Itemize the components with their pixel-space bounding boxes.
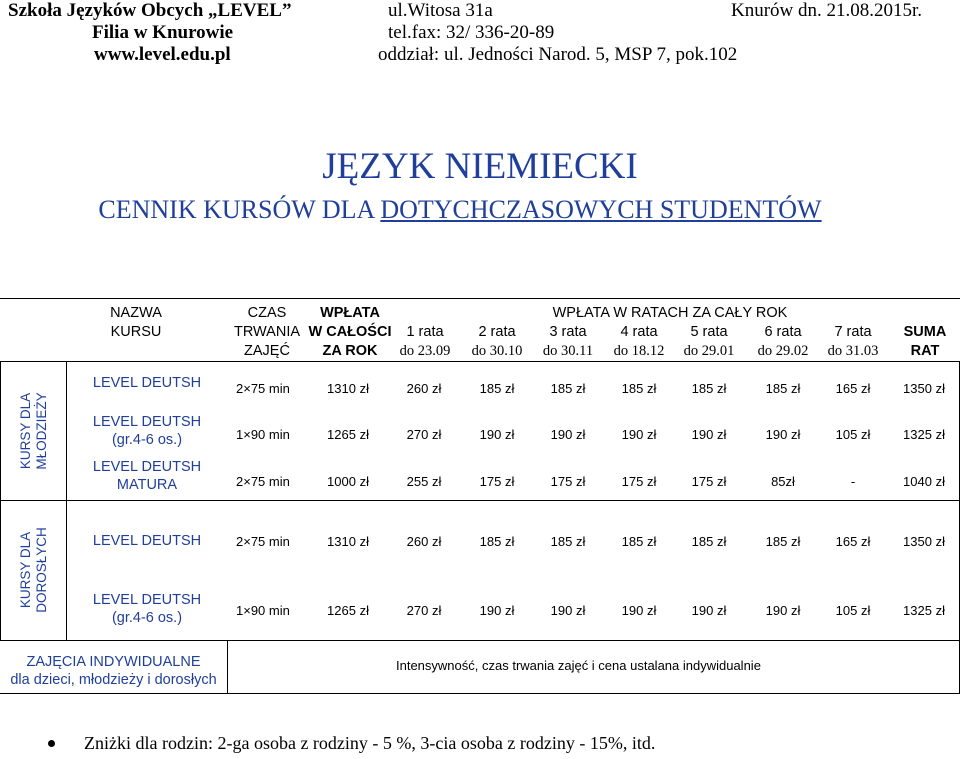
group-label-line: MŁODZIEŻY (34, 392, 49, 470)
table-left-border (0, 361, 1, 640)
header-sum (895, 323, 955, 361)
header-installment-label: 6 rata (764, 324, 802, 340)
rate-cell: 185 zł (765, 534, 801, 549)
rate-cell: 190 zł (621, 427, 657, 442)
header-duration-line: ZAJĘĆ (244, 343, 290, 359)
rate-cell: 185 zł (479, 534, 515, 549)
rate-cell: 185 zł (550, 534, 586, 549)
rate-cell: 190 zł (621, 603, 657, 618)
rate-cell: 190 zł (550, 603, 586, 618)
course-name-line: LEVEL DEUTSH (92, 375, 202, 391)
header-installment-label: 2 rata (478, 324, 516, 340)
rate-cell: 185 zł (691, 534, 727, 549)
rate-cell: 190 zł (479, 603, 515, 618)
sum-cell: 1040 zł (903, 474, 945, 489)
rate-cell: - (850, 474, 856, 489)
header-installment-label: 5 rata (690, 324, 728, 340)
header-installment-due: do 30.10 (471, 343, 523, 359)
header-installment-label: 1 rata (406, 324, 444, 340)
header-installment-label: 3 rata (549, 324, 587, 340)
header-full-payment (300, 304, 400, 361)
rate-cell: 255 zł (406, 474, 442, 489)
individual-divider (227, 640, 228, 693)
website-link[interactable]: www.level.edu.pl (94, 44, 231, 65)
rate-cell: 165 zł (835, 534, 871, 549)
header-installment-due: do 31.03 (827, 343, 879, 359)
course-name-line: (gr.4-6 os.) (111, 432, 183, 448)
table-bottom-border (0, 693, 960, 694)
course-name-line: LEVEL DEUTSH (92, 533, 202, 549)
rate-cell: 190 zł (765, 427, 801, 442)
individual-note: Intensywność, czas trwania zajęć i cena ustalana indywidualnie (396, 658, 761, 673)
header-installment-due: do 30.11 (542, 343, 594, 359)
group-label-youth (18, 361, 50, 501)
individual-lessons (0, 653, 227, 689)
rate-cell: 185 zł (550, 381, 586, 396)
sum-cell: 1350 zł (903, 534, 945, 549)
header-full-line: WPŁATA (320, 305, 380, 321)
full-price-cell: 1265 zł (327, 603, 369, 618)
page-title: JĘZYK NIEMIECKI (322, 146, 638, 187)
header-installment-due: do 29.01 (683, 343, 735, 359)
family-discount-note: Zniżki dla rodzin: 2-ga osoba z rodziny - 5 %, 3-cia osoba z rodziny - 15%, itd. (84, 733, 656, 753)
sum-cell: 1350 zł (903, 381, 945, 396)
header-full-line: ZA ROK (322, 343, 378, 359)
address: ul.Witosa 31a (388, 0, 493, 21)
rate-cell: 185 zł (765, 381, 801, 396)
header-installment-due: do 18.12 (613, 343, 665, 359)
rate-cell: 165 zł (835, 381, 871, 396)
header-installment-due: do 23.09 (399, 343, 451, 359)
rate-cell: 260 zł (406, 381, 442, 396)
table-adult-border (0, 640, 960, 641)
full-price-cell: 1310 zł (327, 534, 369, 549)
header-duration-line: CZAS (247, 305, 287, 321)
header-installment-label: 4 rata (620, 324, 658, 340)
course-name (67, 374, 227, 392)
rate-cell: 270 zł (406, 603, 442, 618)
rate-cell: 185 zł (621, 534, 657, 549)
rate-cell: 105 zł (835, 427, 871, 442)
header-name-line: NAZWA (110, 305, 162, 321)
header-name-line: KURSU (110, 324, 162, 340)
rate-cell: 105 zł (835, 603, 871, 618)
header-duration (222, 304, 312, 361)
branch-address: oddział: ul. Jedności Narod. 5, MSP 7, pok.102 (378, 44, 738, 65)
rate-cell: 175 zł (479, 474, 515, 489)
course-name-line: LEVEL DEUTSH (92, 592, 202, 608)
course-name-line: MATURA (116, 477, 178, 493)
document-date: Knurów dn. 21.08.2015r. (731, 0, 923, 21)
rate-cell: 175 zł (550, 474, 586, 489)
bullet-icon (48, 740, 55, 747)
rate-cell: 85zł (771, 474, 795, 489)
group-label-adults (18, 500, 50, 640)
rate-cell: 190 zł (765, 603, 801, 618)
course-name (67, 413, 227, 449)
individual-title: ZAJĘCIA INDYWIDUALNE (26, 654, 201, 670)
table-top-border (0, 298, 960, 299)
course-name (67, 458, 227, 494)
course-name-line: LEVEL DEUTSH (92, 459, 202, 475)
rate-cell: 175 zł (691, 474, 727, 489)
header-sum-line: SUMA (903, 324, 947, 340)
duration-cell: 1×90 min (236, 427, 290, 442)
page-subtitle (0, 193, 920, 227)
header-installment-label: 7 rata (834, 324, 872, 340)
duration-cell: 1×90 min (236, 603, 290, 618)
rate-cell: 190 zł (691, 427, 727, 442)
course-name (67, 532, 227, 550)
rate-cell: 185 zł (691, 381, 727, 396)
header-name (86, 304, 186, 342)
individual-subtitle: dla dzieci, młodzieży i dorosłych (10, 672, 217, 688)
full-price-cell: 1000 zł (327, 474, 369, 489)
header-full-line: W CAŁOŚCI (308, 324, 392, 340)
header-duration-line: TRWANIA (233, 324, 301, 340)
course-name-line: LEVEL DEUTSH (92, 414, 202, 430)
rate-cell: 270 zł (406, 427, 442, 442)
rate-cell: 175 zł (621, 474, 657, 489)
rate-cell: 190 zł (691, 603, 727, 618)
rate-cell: 185 zł (621, 381, 657, 396)
header-sum-line: RAT (910, 343, 940, 359)
table-group-border (0, 500, 960, 501)
course-name (67, 591, 227, 627)
duration-cell: 2×75 min (236, 534, 290, 549)
course-name-line: (gr.4-6 os.) (111, 610, 183, 626)
group-label-line: DOROSŁYCH (34, 527, 49, 613)
subtitle-prefix: CENNIK KURSÓW DLA (98, 195, 381, 224)
table-header-border (0, 361, 960, 362)
rate-cell: 185 zł (479, 381, 515, 396)
duration-cell: 2×75 min (236, 474, 290, 489)
branch-name: Filia w Knurowie (92, 22, 234, 43)
rate-cell: 190 zł (550, 427, 586, 442)
group-label-line: KURSY DLA (18, 392, 33, 470)
rate-cell: 190 zł (479, 427, 515, 442)
full-price-cell: 1265 zł (327, 427, 369, 442)
sum-cell: 1325 zł (903, 427, 945, 442)
rate-cell: 260 zł (406, 534, 442, 549)
header-installments: WPŁATA W RATACH ZA CAŁY ROK (552, 305, 788, 321)
group-label-line: KURSY DLA (18, 531, 33, 609)
duration-cell: 2×75 min (236, 381, 290, 396)
sum-cell: 1325 zł (903, 603, 945, 618)
school-name: Szkoła Języków Obcych „LEVEL” (8, 0, 292, 21)
subtitle-underlined: DOTYCHCZASOWYCH STUDENTÓW (380, 195, 822, 224)
phone: tel.fax: 32/ 336-20-89 (388, 22, 555, 43)
full-price-cell: 1310 zł (327, 381, 369, 396)
header-installment-due: do 29.02 (757, 343, 809, 359)
